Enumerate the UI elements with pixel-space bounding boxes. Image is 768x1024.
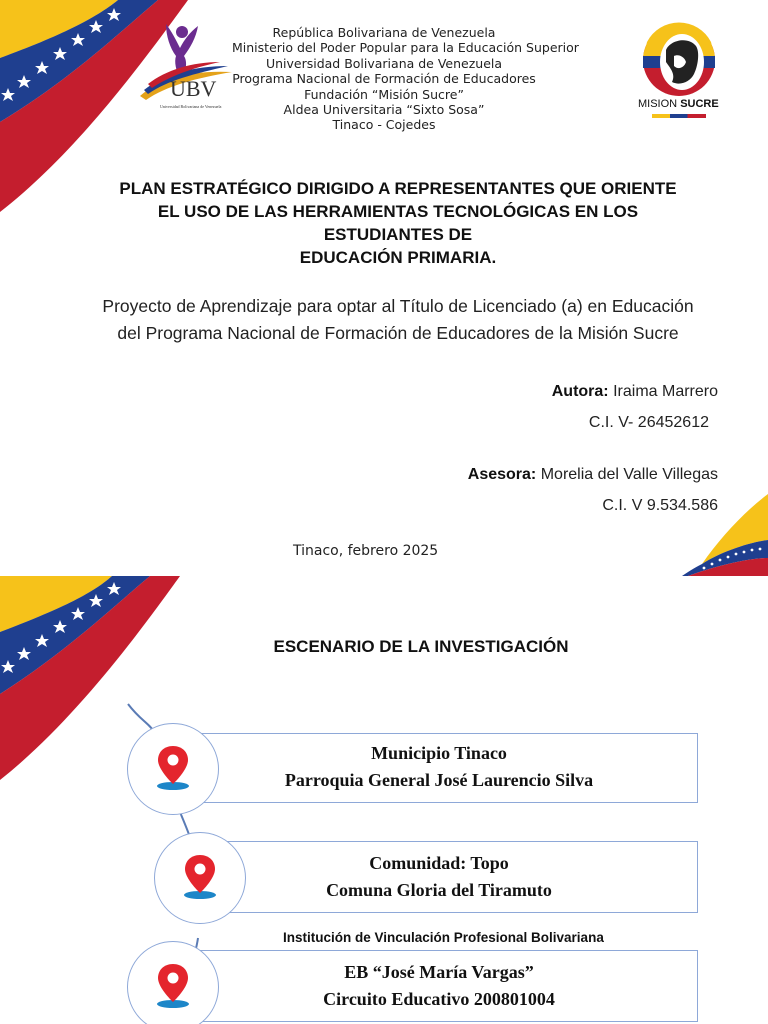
place-date: Tinaco, febrero 2025 bbox=[293, 543, 439, 559]
card-line: Municipio Tinaco bbox=[371, 743, 507, 763]
advisor-label: Asesora: bbox=[467, 466, 537, 483]
location-pin-icon bbox=[156, 964, 190, 1008]
location-pin-icon bbox=[156, 746, 190, 790]
institution-label: Institución de Vinculación Profesional Bolivariana bbox=[283, 930, 604, 945]
advisor-name: Morelia del Valle Villegas bbox=[536, 466, 718, 483]
scenario-card-comunidad bbox=[180, 841, 698, 913]
header-line: Universidad Bolivariana de Venezuela bbox=[265, 55, 503, 71]
location-circle bbox=[154, 832, 246, 924]
venezuela-flag-decoration-bottom-right bbox=[680, 494, 768, 576]
cover-title bbox=[70, 177, 726, 269]
card-line: Comunidad: Topo bbox=[369, 853, 509, 873]
location-circle bbox=[127, 941, 219, 1024]
mision-sucre-color-bar bbox=[652, 114, 706, 118]
subtitle-line: Proyecto de Aprendizaje para optar al Título de Licenciado (a) en Educación bbox=[102, 296, 694, 316]
scenario-card-escuela bbox=[180, 950, 698, 1022]
header-line: Aldea Universitaria “Sixto Sosa” bbox=[283, 102, 485, 118]
mision-word: MISION bbox=[638, 98, 678, 110]
institution-header bbox=[232, 25, 579, 133]
advisor-line bbox=[468, 466, 718, 484]
card-line: EB “José María Vargas” bbox=[344, 962, 534, 982]
card-line: Parroquia General José Laurencio Silva bbox=[284, 770, 594, 790]
cover-subtitle bbox=[60, 293, 736, 347]
card-line: Circuito Educativo 200801004 bbox=[323, 989, 555, 1009]
header-line: Fundación “Misión Sucre” bbox=[304, 86, 464, 102]
location-pin-icon bbox=[183, 855, 217, 899]
author-ci: C.I. V- 26452612 bbox=[588, 414, 709, 431]
title-line: EL USO DE LAS HERRAMIENTAS TECNOLÓGICAS EN LOS bbox=[157, 202, 639, 221]
author-line bbox=[552, 383, 718, 401]
header-line: Programa Nacional de Formación de Educadores bbox=[232, 71, 536, 87]
ubv-logo-text: UBV bbox=[170, 76, 217, 101]
title-line: PLAN ESTRATÉGICO DIRIGIDO A REPRESENTANTES QUE ORIENTE bbox=[119, 179, 677, 198]
ubv-logo-caption: Universidad Bolivariana de Venezuela bbox=[160, 104, 222, 109]
header-line: Ministerio del Poder Popular para la Educación Superior bbox=[232, 40, 579, 56]
scenario-title: ESCENARIO DE LA INVESTIGACIÓN bbox=[273, 637, 569, 656]
ubv-logo bbox=[136, 18, 236, 114]
scenario-slide bbox=[0, 576, 768, 1024]
card-line: Comuna Gloria del Tiramuto bbox=[326, 880, 552, 900]
title-line: ESTUDIANTES DE bbox=[323, 225, 473, 244]
subtitle-line: del Programa Nacional de Formación de Educadores de la Misión Sucre bbox=[117, 323, 679, 343]
header-line: Tinaco - Cojedes bbox=[332, 117, 436, 133]
title-line: EDUCACIÓN PRIMARIA. bbox=[299, 248, 497, 267]
mision-sucre-logo bbox=[636, 22, 722, 120]
sucre-word: SUCRE bbox=[680, 98, 719, 110]
scenario-card-municipio bbox=[180, 733, 698, 803]
header-line: República Bolivariana de Venezuela bbox=[272, 25, 496, 40]
author-label: Autora: bbox=[551, 383, 609, 400]
mision-sucre-wordmark bbox=[638, 98, 719, 110]
author-name: Iraima Marrero bbox=[608, 383, 718, 400]
location-circle bbox=[127, 723, 219, 815]
advisor-ci: C.I. V 9.534.586 bbox=[602, 497, 718, 514]
